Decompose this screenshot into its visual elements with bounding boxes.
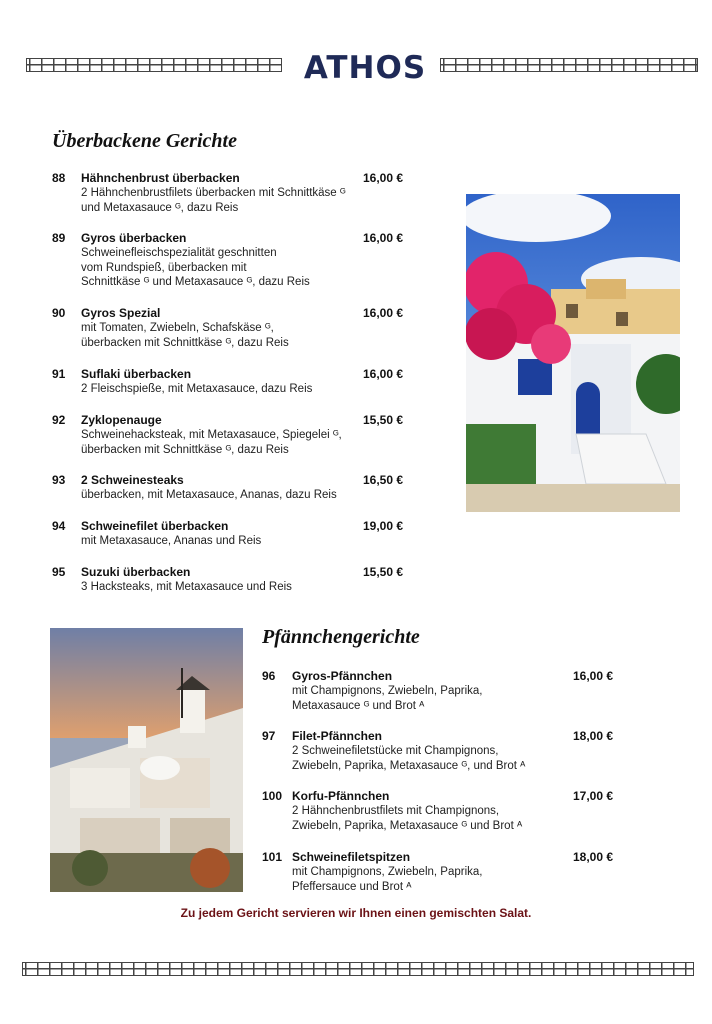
item-price: 15,50 € [363,413,404,427]
item-price: 17,00 € [573,789,614,803]
item-name: Gyros-Pfännchen [292,669,393,683]
item-name: 2 Schweinesteaks [81,473,184,487]
item-price: 18,00 € [573,729,614,743]
section-title-ueberbackene: Überbackene Gerichte [52,130,237,152]
salad-note: Zu jedem Gericht servieren wir Ihnen einen gemischten Salat. [180,906,532,920]
item-price: 16,00 € [363,171,404,185]
item-price: 16,00 € [573,669,614,683]
item-price: 18,00 € [573,850,614,864]
greek-key-border-left [26,58,282,72]
item-price: 16,00 € [363,231,404,245]
photo-santorini-sunset [50,628,243,892]
item-price: 16,00 € [363,367,404,381]
item-description: mit Champignons, Zwiebeln, Paprika, Metaxasauce ᴳ und Brot ᴬ [292,685,483,712]
item-number: 96 [262,669,276,683]
item-number: 90 [52,306,66,320]
item-description: 2 Schweinefiletstücke mit Champignons, Zwiebeln, Paprika, Metaxasauce ᴳ, und Brot ᴬ [292,745,526,772]
item-name: Schweinefilet überbacken [81,519,229,533]
item-description: mit Tomaten, Zwiebeln, Schafskäse ᴳ, überbacken mit Schnittkäse ᴳ, dazu Reis [81,322,289,349]
item-name: Gyros überbacken [81,231,187,245]
item-name: Filet-Pfännchen [292,729,383,743]
item-number: 100 [262,789,283,803]
item-description: mit Champignons, Zwiebeln, Paprika, Pfeffersauce und Brot ᴬ [292,866,483,893]
item-name: Schweinefiletspitzen [292,850,411,864]
item-description: 2 Hähnchenbrustfilets mit Champignons, Zwiebeln, Paprika, Metaxasauce ᴳ und Brot ᴬ [292,805,523,832]
item-price: 19,00 € [363,519,404,533]
item-name: Hähnchenbrust überbacken [81,171,240,185]
item-number: 93 [52,473,66,487]
greek-key-border-bottom [22,962,694,976]
item-number: 91 [52,367,66,381]
item-number: 94 [52,519,66,533]
item-number: 95 [52,565,66,579]
item-name: Suflaki überbacken [81,367,192,381]
item-description: mit Metaxasauce, Ananas und Reis [81,535,262,547]
item-price: 16,50 € [363,473,404,487]
item-price: 16,00 € [363,306,404,320]
item-description: 3 Hacksteaks, mit Metaxasauce und Reis [81,581,292,593]
item-description: 2 Fleischspieße, mit Metaxasauce, dazu Reis [81,383,313,395]
item-name: Gyros Spezial [81,306,161,320]
item-number: 88 [52,171,66,185]
greek-key-border-right [440,58,698,72]
item-name: Suzuki überbacken [81,565,191,579]
item-number: 97 [262,729,276,743]
item-description: Schweinefleischspezialität geschnitten vom Rundspieß, überbacken mit Schnittkäse ᴳ und Metaxasauce ᴳ, dazu Reis [81,247,310,288]
photo-greek-house [466,194,680,512]
item-price: 15,50 € [363,565,404,579]
item-description: überbacken, mit Metaxasauce, Ananas, dazu Reis [81,489,337,501]
item-description: Schweinehacksteak, mit Metaxasauce, Spiegelei ᴳ, überbacken mit Schnittkäse ᴳ, dazu Reis [81,429,342,456]
item-name: Korfu-Pfännchen [292,789,390,803]
brand-logo: ATHOS [303,50,427,86]
item-name: Zyklopenauge [81,413,162,427]
section-title-pfaennchen: Pfännchengerichte [262,626,420,648]
item-description: 2 Hähnchenbrustfilets überbacken mit Schnittkäse ᴳ und Metaxasauce ᴳ, dazu Reis [81,187,346,214]
item-number: 101 [262,850,283,864]
item-number: 92 [52,413,66,427]
item-number: 89 [52,231,66,245]
